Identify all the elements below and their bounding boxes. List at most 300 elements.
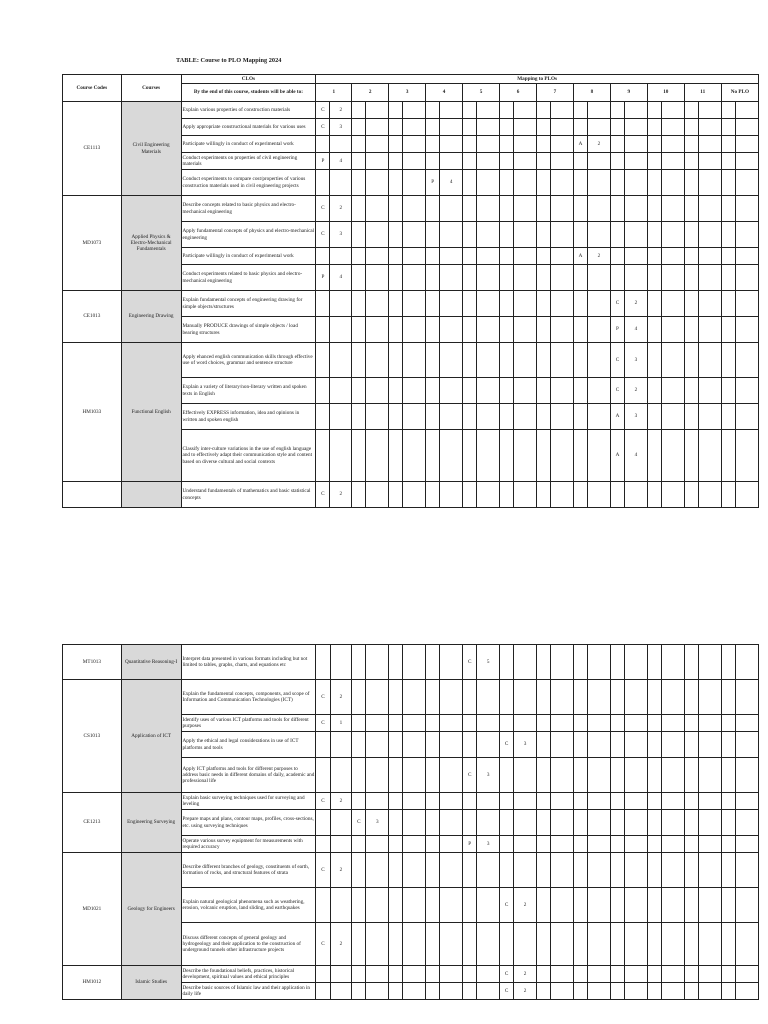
clo-text: Effectively EXPRESS information, idea and opinions in written and spoken english bbox=[181, 404, 316, 430]
mapping-cell bbox=[366, 715, 389, 732]
mapping-cell bbox=[352, 378, 366, 404]
mapping-score: 3 bbox=[366, 810, 389, 836]
mapping-cell bbox=[477, 170, 500, 196]
mapping-cell bbox=[625, 923, 648, 966]
mapping-cell bbox=[426, 732, 440, 758]
mapping-cell bbox=[573, 645, 587, 680]
course-code bbox=[63, 482, 122, 508]
mapping-cell bbox=[366, 645, 389, 680]
mapping-cell bbox=[573, 983, 587, 1000]
course-code: CS1013 bbox=[63, 680, 122, 793]
mapping-level: C bbox=[316, 715, 330, 732]
mapping-level: C bbox=[610, 343, 624, 378]
mapping-cell bbox=[514, 836, 537, 853]
mapping-cell bbox=[463, 983, 477, 1000]
mapping-cell bbox=[389, 680, 403, 715]
mapping-cell bbox=[514, 793, 537, 810]
mapping-cell bbox=[426, 836, 440, 853]
mapping-level: C bbox=[463, 758, 477, 793]
mapping-cell bbox=[537, 853, 551, 888]
mapping-score: 3 bbox=[477, 758, 500, 793]
mapping-cell bbox=[735, 966, 758, 983]
mapping-cell bbox=[721, 482, 735, 508]
mapping-cell bbox=[316, 888, 330, 923]
mapping-cell bbox=[551, 732, 574, 758]
clo-text: Classify inter-culture variations in the use of english language and to effectively adapt their communication style and content based on diverse cultural and social contexts bbox=[181, 430, 316, 482]
mapping-cell bbox=[721, 793, 735, 810]
mapping-cell bbox=[316, 810, 330, 836]
mapping-cell bbox=[316, 248, 330, 265]
mapping-cell bbox=[684, 836, 698, 853]
mapping-cell bbox=[735, 317, 758, 343]
mapping-cell bbox=[625, 810, 648, 836]
mapping-cell bbox=[647, 983, 661, 1000]
mapping-cell bbox=[625, 482, 648, 508]
course-code: MD1073 bbox=[63, 196, 122, 291]
mapping-cell bbox=[352, 222, 366, 248]
mapping-score: 2 bbox=[514, 888, 537, 923]
mapping-cell bbox=[330, 888, 352, 923]
mapping-cell bbox=[588, 317, 611, 343]
mapping-cell bbox=[721, 888, 735, 923]
mapping-cell bbox=[661, 378, 684, 404]
mapping-cell bbox=[721, 222, 735, 248]
mapping-cell bbox=[721, 758, 735, 793]
mapping-cell bbox=[426, 853, 440, 888]
mapping-cell bbox=[588, 645, 611, 680]
mapping-cell bbox=[440, 888, 463, 923]
mapping-cell bbox=[721, 291, 735, 317]
mapping-cell bbox=[661, 265, 684, 291]
mapping-cell bbox=[721, 966, 735, 983]
mapping-cell bbox=[647, 836, 661, 853]
mapping-cell bbox=[573, 758, 587, 793]
mapping-cell bbox=[661, 170, 684, 196]
mapping-cell bbox=[352, 153, 366, 170]
course-code: HM1033 bbox=[63, 343, 122, 482]
mapping-cell bbox=[477, 793, 500, 810]
mapping-cell bbox=[625, 715, 648, 732]
mapping-cell bbox=[661, 248, 684, 265]
table-row bbox=[63, 291, 759, 317]
mapping-level: P bbox=[463, 836, 477, 853]
mapping-cell bbox=[625, 793, 648, 810]
mapping-cell bbox=[440, 758, 463, 793]
mapping-cell bbox=[551, 404, 574, 430]
clo-text: Conduct experiments related to basic physics and electro-mechanical engineering bbox=[181, 265, 316, 291]
mapping-cell bbox=[647, 317, 661, 343]
mapping-cell bbox=[463, 196, 477, 222]
mapping-cell bbox=[661, 482, 684, 508]
mapping-cell bbox=[610, 645, 624, 680]
mapping-cell bbox=[661, 430, 684, 482]
mapping-cell bbox=[698, 923, 721, 966]
mapping-cell bbox=[573, 793, 587, 810]
mapping-cell bbox=[366, 170, 389, 196]
mapping-cell bbox=[610, 136, 624, 153]
clo-text: Interpret data presented in various formats including but not limited to tables, graphs, charts, and equations etc bbox=[181, 645, 316, 680]
mapping-cell bbox=[698, 119, 721, 136]
mapping-cell bbox=[625, 102, 648, 119]
mapping-cell bbox=[352, 793, 366, 810]
mapping-cell bbox=[625, 645, 648, 680]
mapping-cell bbox=[647, 378, 661, 404]
mapping-cell bbox=[735, 119, 758, 136]
mapping-cell bbox=[330, 404, 352, 430]
mapping-cell bbox=[477, 136, 500, 153]
mapping-cell bbox=[625, 136, 648, 153]
mapping-cell bbox=[610, 119, 624, 136]
mapping-cell bbox=[684, 102, 698, 119]
mapping-cell bbox=[500, 317, 514, 343]
mapping-cell bbox=[330, 170, 352, 196]
mapping-cell bbox=[610, 923, 624, 966]
mapping-cell bbox=[647, 153, 661, 170]
mapping-cell bbox=[588, 836, 611, 853]
mapping-cell bbox=[735, 170, 758, 196]
table-row bbox=[63, 482, 759, 508]
course-name: Engineering Drawing bbox=[121, 291, 181, 343]
mapping-cell bbox=[735, 430, 758, 482]
mapping-cell bbox=[573, 222, 587, 248]
mapping-cell bbox=[537, 966, 551, 983]
mapping-cell bbox=[500, 170, 514, 196]
mapping-cell bbox=[330, 430, 352, 482]
mapping-cell bbox=[440, 291, 463, 317]
mapping-cell bbox=[514, 680, 537, 715]
mapping-cell bbox=[514, 222, 537, 248]
mapping-cell bbox=[684, 482, 698, 508]
course-name: Application of ICT bbox=[121, 680, 181, 793]
mapping-cell bbox=[389, 248, 403, 265]
mapping-cell bbox=[477, 153, 500, 170]
mapping-cell bbox=[463, 343, 477, 378]
mapping-cell bbox=[698, 343, 721, 378]
mapping-cell bbox=[500, 645, 514, 680]
mapping-cell bbox=[389, 343, 403, 378]
mapping-cell bbox=[684, 248, 698, 265]
mapping-cell bbox=[403, 196, 426, 222]
mapping-cell bbox=[588, 119, 611, 136]
mapping-cell bbox=[366, 923, 389, 966]
mapping-cell bbox=[698, 136, 721, 153]
mapping-cell bbox=[426, 317, 440, 343]
mapping-cell bbox=[588, 715, 611, 732]
mapping-level: C bbox=[316, 793, 330, 810]
mapping-cell bbox=[735, 758, 758, 793]
mapping-cell bbox=[366, 404, 389, 430]
mapping-cell bbox=[647, 793, 661, 810]
mapping-cell bbox=[684, 888, 698, 923]
mapping-level: C bbox=[500, 966, 514, 983]
mapping-cell bbox=[536, 153, 550, 170]
mapping-cell bbox=[551, 119, 574, 136]
course-name bbox=[121, 482, 181, 508]
course-code: CE1013 bbox=[63, 291, 122, 343]
mapping-cell bbox=[573, 482, 587, 508]
mapping-cell bbox=[573, 888, 587, 923]
mapping-cell bbox=[403, 317, 426, 343]
mapping-cell bbox=[463, 265, 477, 291]
header-plo-4: 4 bbox=[426, 84, 463, 102]
mapping-cell bbox=[316, 317, 330, 343]
clo-text: Participate willingly in conduct of experimental work bbox=[181, 136, 316, 153]
mapping-cell bbox=[403, 923, 426, 966]
mapping-cell bbox=[352, 136, 366, 153]
mapping-cell bbox=[551, 343, 574, 378]
mapping-cell bbox=[573, 119, 587, 136]
mapping-score: 5 bbox=[477, 645, 500, 680]
mapping-cell bbox=[573, 404, 587, 430]
mapping-cell bbox=[551, 222, 574, 248]
mapping-cell bbox=[735, 715, 758, 732]
mapping-cell bbox=[573, 317, 587, 343]
table-row bbox=[63, 680, 759, 715]
mapping-cell bbox=[440, 119, 463, 136]
mapping-cell bbox=[588, 265, 611, 291]
course-name: Functional English bbox=[121, 343, 181, 482]
mapping-cell bbox=[316, 291, 330, 317]
mapping-cell bbox=[514, 153, 537, 170]
mapping-cell bbox=[551, 715, 574, 732]
table-page-2 bbox=[62, 644, 759, 1024]
mapping-cell bbox=[330, 810, 352, 836]
mapping-cell bbox=[477, 983, 500, 1000]
mapping-cell bbox=[661, 196, 684, 222]
mapping-cell bbox=[500, 222, 514, 248]
mapping-cell bbox=[389, 758, 403, 793]
mapping-cell bbox=[463, 153, 477, 170]
mapping-level: P bbox=[610, 317, 624, 343]
mapping-cell bbox=[514, 853, 537, 888]
mapping-cell bbox=[366, 983, 389, 1000]
mapping-cell bbox=[588, 793, 611, 810]
mapping-cell bbox=[647, 170, 661, 196]
mapping-cell bbox=[389, 853, 403, 888]
mapping-cell bbox=[403, 888, 426, 923]
mapping-cell bbox=[500, 923, 514, 966]
mapping-cell bbox=[352, 343, 366, 378]
mapping-cell bbox=[684, 265, 698, 291]
table-row bbox=[63, 793, 759, 810]
mapping-cell bbox=[389, 888, 403, 923]
mapping-cell bbox=[500, 136, 514, 153]
mapping-cell bbox=[610, 102, 624, 119]
mapping-cell bbox=[573, 291, 587, 317]
mapping-cell bbox=[647, 222, 661, 248]
mapping-cell bbox=[366, 888, 389, 923]
mapping-cell bbox=[698, 170, 721, 196]
mapping-cell bbox=[500, 482, 514, 508]
mapping-cell bbox=[463, 222, 477, 248]
mapping-cell bbox=[463, 291, 477, 317]
mapping-cell bbox=[536, 170, 550, 196]
mapping-cell bbox=[426, 645, 440, 680]
course-name: Applied Physics & Electro-Mechanical Fundamentals bbox=[121, 196, 181, 291]
mapping-cell bbox=[551, 810, 574, 836]
mapping-cell bbox=[403, 265, 426, 291]
mapping-cell bbox=[698, 758, 721, 793]
mapping-cell bbox=[588, 430, 611, 482]
mapping-cell bbox=[721, 265, 735, 291]
mapping-cell bbox=[440, 715, 463, 732]
mapping-cell bbox=[330, 317, 352, 343]
clo-text: Apply appropriate constructional materials for various uses bbox=[181, 119, 316, 136]
header-clo-sub: By the end of this course, students will be able to: bbox=[181, 84, 316, 102]
course-code: MD1021 bbox=[63, 853, 122, 966]
mapping-cell bbox=[721, 102, 735, 119]
mapping-cell bbox=[426, 102, 440, 119]
mapping-cell bbox=[440, 836, 463, 853]
clo-text: Understand fundamentals of mathematics and basic statistical concepts bbox=[181, 482, 316, 508]
mapping-cell bbox=[403, 102, 426, 119]
mapping-cell bbox=[610, 758, 624, 793]
mapping-cell bbox=[463, 793, 477, 810]
mapping-cell bbox=[610, 715, 624, 732]
mapping-cell bbox=[551, 680, 574, 715]
mapping-cell bbox=[514, 923, 537, 966]
mapping-cell bbox=[735, 136, 758, 153]
mapping-cell bbox=[316, 170, 330, 196]
mapping-cell bbox=[426, 715, 440, 732]
mapping-cell bbox=[477, 317, 500, 343]
mapping-cell bbox=[389, 482, 403, 508]
mapping-cell bbox=[721, 136, 735, 153]
mapping-cell bbox=[352, 102, 366, 119]
mapping-cell bbox=[573, 966, 587, 983]
mapping-cell bbox=[735, 983, 758, 1000]
mapping-cell bbox=[514, 136, 537, 153]
mapping-cell bbox=[610, 265, 624, 291]
mapping-cell bbox=[500, 196, 514, 222]
mapping-cell bbox=[588, 378, 611, 404]
mapping-cell bbox=[477, 291, 500, 317]
mapping-cell bbox=[426, 378, 440, 404]
mapping-cell bbox=[698, 291, 721, 317]
mapping-cell bbox=[440, 265, 463, 291]
mapping-cell bbox=[735, 343, 758, 378]
mapping-cell bbox=[684, 645, 698, 680]
mapping-cell bbox=[500, 404, 514, 430]
mapping-cell bbox=[661, 136, 684, 153]
mapping-level: C bbox=[500, 732, 514, 758]
mapping-cell bbox=[662, 810, 685, 836]
mapping-cell bbox=[662, 645, 685, 680]
mapping-cell bbox=[573, 715, 587, 732]
mapping-level: C bbox=[316, 196, 330, 222]
mapping-cell bbox=[536, 119, 550, 136]
mapping-cell bbox=[477, 119, 500, 136]
header-mapping: Mapping to PLOs bbox=[316, 75, 759, 84]
mapping-cell bbox=[366, 966, 389, 983]
mapping-cell bbox=[403, 482, 426, 508]
mapping-cell bbox=[684, 732, 698, 758]
course-code: CE1213 bbox=[63, 793, 122, 853]
mapping-cell bbox=[463, 136, 477, 153]
mapping-cell bbox=[610, 680, 624, 715]
mapping-score: 2 bbox=[588, 136, 611, 153]
mapping-cell bbox=[426, 430, 440, 482]
mapping-cell bbox=[684, 404, 698, 430]
mapping-cell bbox=[661, 317, 684, 343]
mapping-cell bbox=[661, 153, 684, 170]
mapping-cell bbox=[735, 836, 758, 853]
mapping-cell bbox=[316, 404, 330, 430]
mapping-cell bbox=[662, 758, 685, 793]
mapping-cell bbox=[698, 378, 721, 404]
clo-text: Explain fundamental concepts of engineering drawing for simple objects/structures bbox=[181, 291, 316, 317]
mapping-cell bbox=[610, 248, 624, 265]
mapping-cell bbox=[316, 732, 330, 758]
mapping-cell bbox=[684, 153, 698, 170]
mapping-cell bbox=[610, 810, 624, 836]
table-row bbox=[63, 196, 759, 222]
mapping-score: 3 bbox=[625, 404, 648, 430]
mapping-cell bbox=[661, 343, 684, 378]
mapping-cell bbox=[537, 810, 551, 836]
mapping-cell bbox=[514, 170, 537, 196]
clo-text: Apply the ethical and legal considerations in use of ICT platforms and tools bbox=[181, 732, 316, 758]
mapping-cell bbox=[588, 758, 611, 793]
mapping-cell bbox=[500, 430, 514, 482]
mapping-cell bbox=[536, 404, 550, 430]
mapping-cell bbox=[721, 248, 735, 265]
mapping-cell bbox=[610, 222, 624, 248]
mapping-cell bbox=[573, 170, 587, 196]
mapping-cell bbox=[698, 715, 721, 732]
mapping-cell bbox=[477, 966, 500, 983]
mapping-cell bbox=[573, 265, 587, 291]
mapping-cell bbox=[698, 853, 721, 888]
mapping-cell bbox=[463, 732, 477, 758]
mapping-cell bbox=[389, 645, 403, 680]
mapping-cell bbox=[647, 966, 661, 983]
mapping-cell bbox=[440, 680, 463, 715]
mapping-level: C bbox=[500, 888, 514, 923]
mapping-cell bbox=[514, 404, 537, 430]
mapping-cell bbox=[588, 153, 611, 170]
mapping-cell bbox=[352, 758, 366, 793]
mapping-cell bbox=[588, 810, 611, 836]
mapping-cell bbox=[684, 119, 698, 136]
mapping-cell bbox=[536, 430, 550, 482]
mapping-score: 2 bbox=[625, 378, 648, 404]
mapping-cell bbox=[352, 853, 366, 888]
mapping-cell bbox=[684, 793, 698, 810]
mapping-level: C bbox=[316, 482, 330, 508]
mapping-cell bbox=[463, 170, 477, 196]
mapping-cell bbox=[684, 291, 698, 317]
clo-text: Describe different branches of geology, constituents of earth, formation of rocks, and structural features of strata bbox=[181, 853, 316, 888]
mapping-cell bbox=[610, 888, 624, 923]
mapping-cell bbox=[389, 102, 403, 119]
mapping-cell bbox=[735, 102, 758, 119]
mapping-cell bbox=[463, 680, 477, 715]
mapping-cell bbox=[403, 810, 426, 836]
mapping-cell bbox=[366, 222, 389, 248]
mapping-cell bbox=[440, 793, 463, 810]
mapping-cell bbox=[477, 888, 500, 923]
mapping-cell bbox=[735, 482, 758, 508]
mapping-cell bbox=[352, 836, 366, 853]
header-plo-9: 9 bbox=[610, 84, 647, 102]
course-code: HM1012 bbox=[63, 966, 122, 1000]
mapping-cell bbox=[551, 853, 574, 888]
mapping-score: 2 bbox=[330, 793, 352, 810]
mapping-cell bbox=[647, 291, 661, 317]
mapping-cell bbox=[573, 680, 587, 715]
mapping-cell bbox=[463, 430, 477, 482]
